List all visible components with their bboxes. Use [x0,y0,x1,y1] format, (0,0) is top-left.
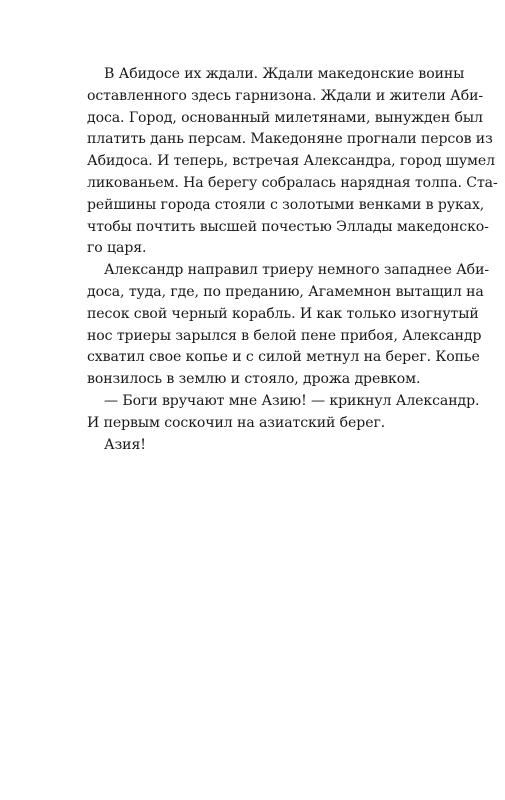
text-block [87,64,498,456]
text-line: В Абидосе их ждали. Ждали македонские воины [104,66,465,82]
text-line: нос триеры зарылся в белой пене прибоя, Александр [87,327,482,344]
text-line: платить дань персам. Македоняне прогнали персов из [87,131,493,148]
text-line: песок свой черный корабль. И как только изогнутый [87,305,479,322]
text-line: рейшины города стояли с золотыми венками в руках, [87,196,485,213]
paragraph-4 [87,435,417,457]
text-line: доса, туда, где, по преданию, Агамемнон вытащил на [87,283,484,300]
text-line: доса. Город, основанный милетянами, вынужден был [87,109,483,126]
text-line: И первым соскочил на азиатский берег. [87,414,386,431]
text-line: го царя. [87,240,147,257]
text-line: ликованьем. На берегу собралась нарядная толпа. Ста- [87,174,498,191]
text-line: чтобы почтить высшей почестью Эллады македонско- [87,218,489,235]
paragraph-3 [87,391,480,435]
text-line: Александр направил триеру немного западнее Аби- [104,262,490,279]
text-line: вонзилось в землю и стояло, дрожа древком. [87,371,421,388]
paragraph-2 [87,260,490,391]
text-line: схватил свое копье и с силой метнул на берег. Копье [87,349,480,366]
text-line: оставленного здесь гарнизона. Ждали и жители Аби- [87,87,484,104]
text-line: — Боги вручают мне Азию! — крикнул Александр. [104,392,480,409]
paragraph-1 [87,64,498,260]
text-line: Абидоса. И теперь, встречая Александра, город шумел [87,153,495,170]
text-line: Азия! [104,436,146,453]
